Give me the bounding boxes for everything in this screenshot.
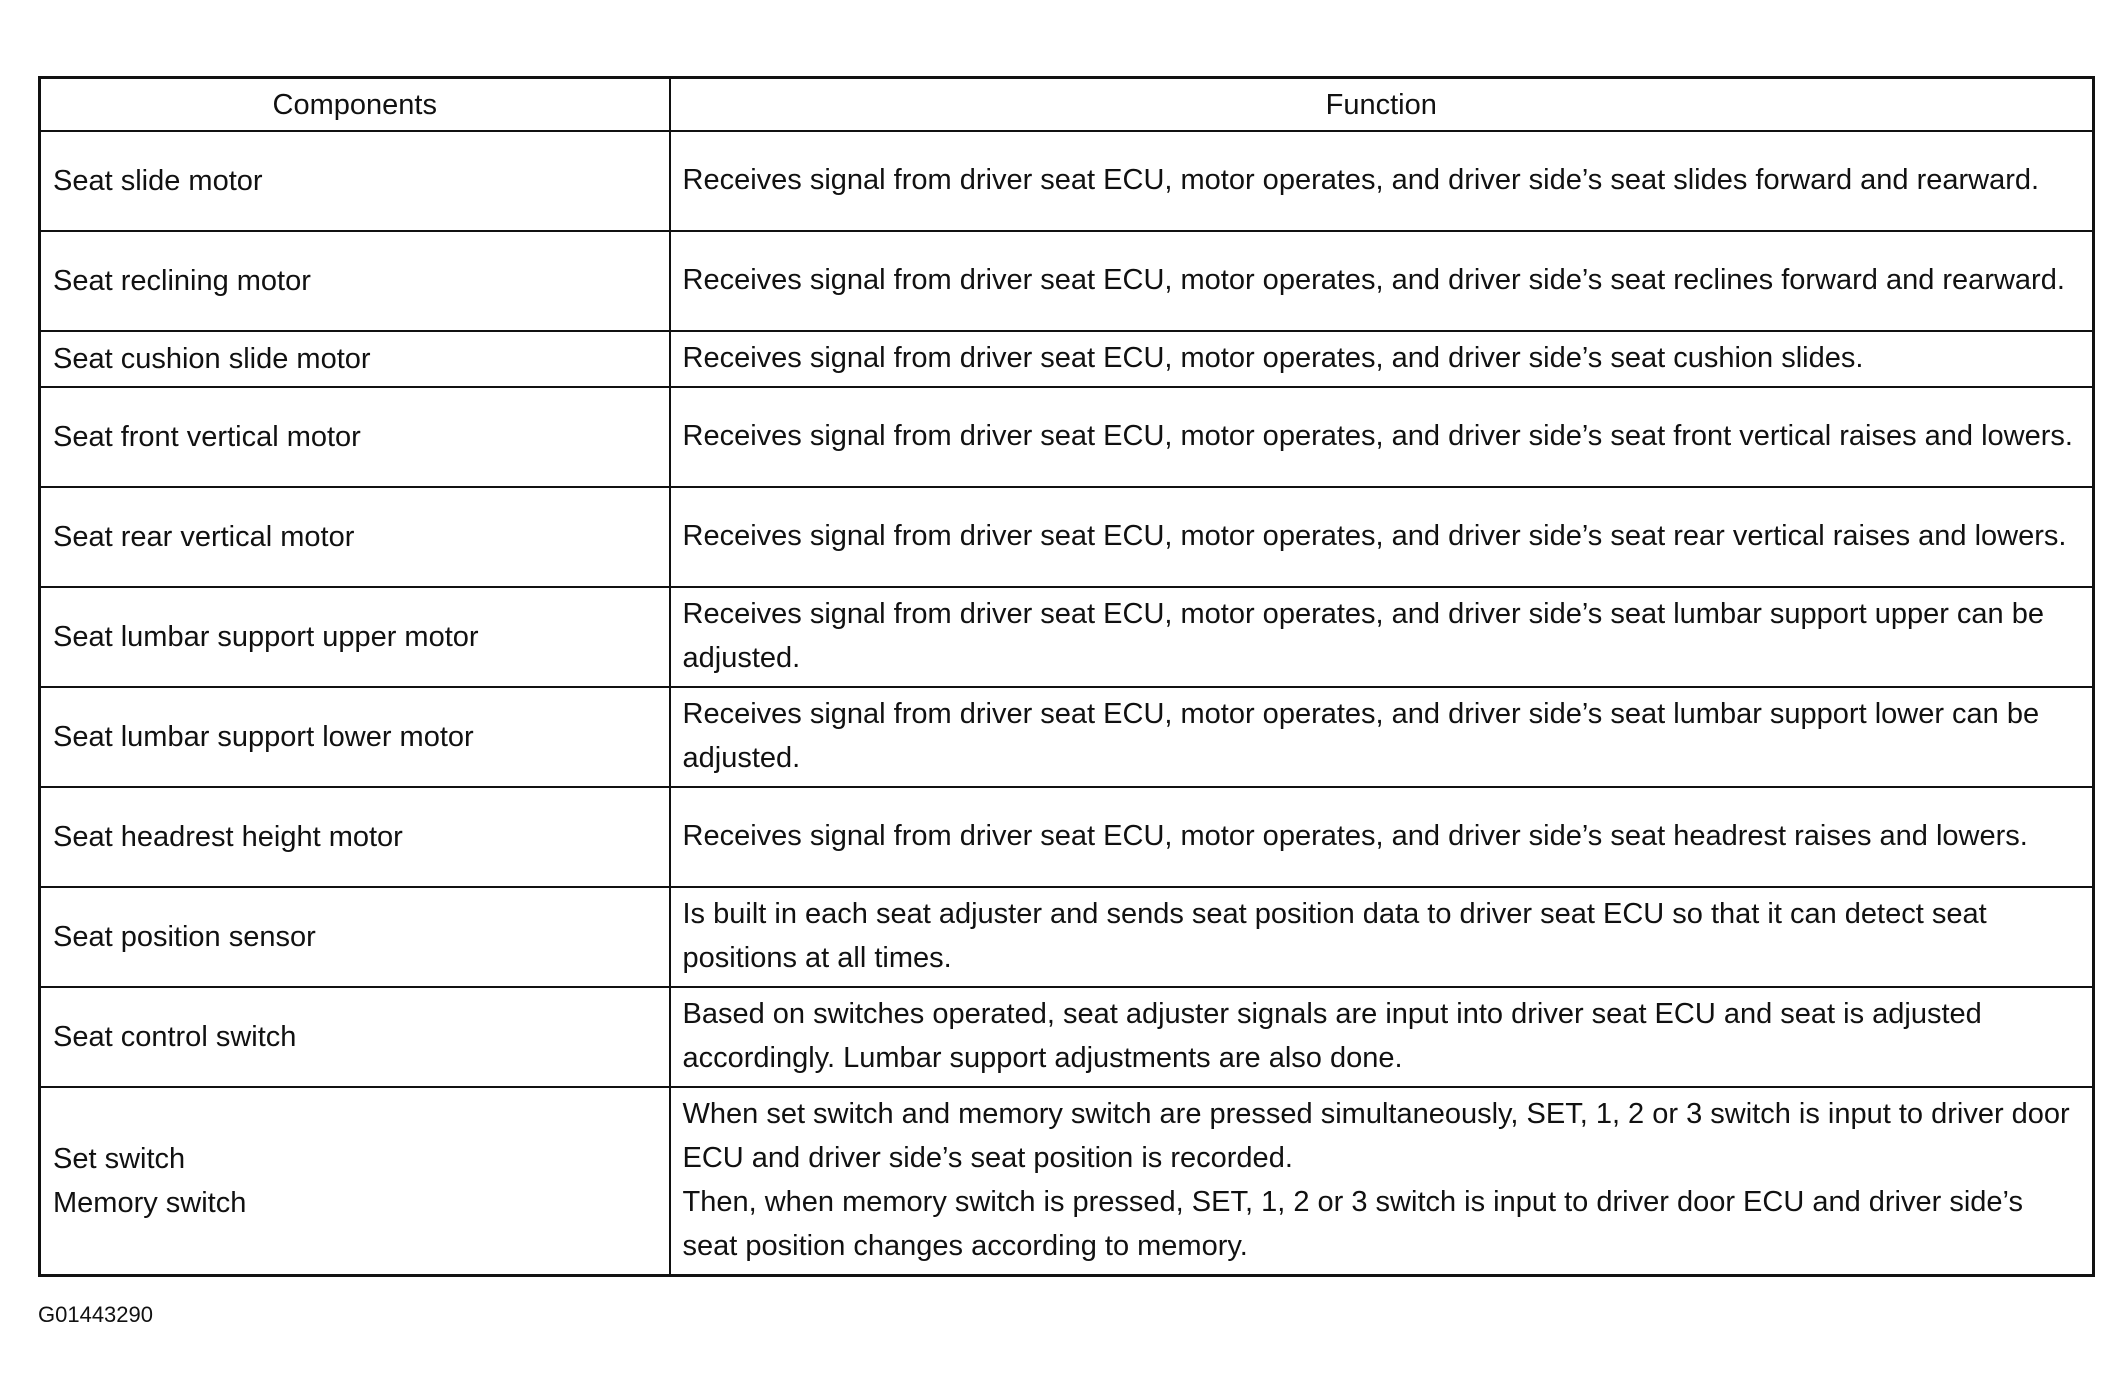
table-row bbox=[40, 987, 2094, 1087]
table-row bbox=[40, 887, 2094, 987]
function-cell: Receives signal from driver seat ECU, motor operates, and driver side’s seat lumbar support lower can be adjusted. bbox=[670, 687, 2094, 787]
table-row bbox=[40, 1087, 2094, 1276]
function-cell: Based on switches operated, seat adjuster signals are input into driver seat ECU and seat is adjusted accordingly. Lumbar support adjustments are also done. bbox=[670, 987, 2094, 1087]
table-row bbox=[40, 231, 2094, 331]
table-row bbox=[40, 487, 2094, 587]
component-cell: Seat control switch bbox=[40, 987, 670, 1087]
component-cell bbox=[40, 1087, 670, 1276]
table-row bbox=[40, 587, 2094, 687]
function-cell: Receives signal from driver seat ECU, motor operates, and driver side’s seat lumbar support upper can be adjusted. bbox=[670, 587, 2094, 687]
component-cell: Seat cushion slide motor bbox=[40, 331, 670, 387]
function-line: When set switch and memory switch are pressed simultaneously, SET, 1, 2 or 3 switch is input to driver door ECU and driver side’s seat position is recorded. bbox=[682, 1098, 2070, 1174]
function-cell bbox=[670, 1087, 2094, 1276]
component-cell: Seat reclining motor bbox=[40, 231, 670, 331]
component-cell: Seat front vertical motor bbox=[40, 387, 670, 487]
figure-id: G01443290 bbox=[38, 1302, 153, 1327]
component-cell: Seat rear vertical motor bbox=[40, 487, 670, 587]
component-cell: Seat lumbar support lower motor bbox=[40, 687, 670, 787]
table-header-row bbox=[40, 78, 2094, 132]
component-line-memory-switch: Memory switch bbox=[53, 1187, 247, 1219]
component-cell: Seat slide motor bbox=[40, 131, 670, 231]
table-row bbox=[40, 387, 2094, 487]
table-row bbox=[40, 687, 2094, 787]
function-line: Then, when memory switch is pressed, SET, 1, 2 or 3 switch is input to driver door ECU and driver side’s seat position changes according to memory. bbox=[682, 1186, 2023, 1262]
table-row bbox=[40, 787, 2094, 887]
component-cell: Seat lumbar support upper motor bbox=[40, 587, 670, 687]
function-cell: Is built in each seat adjuster and sends seat position data to driver seat ECU so that it can detect seat positions at all times. bbox=[670, 887, 2094, 987]
function-cell: Receives signal from driver seat ECU, motor operates, and driver side’s seat slides forward and rearward. bbox=[670, 131, 2094, 231]
function-cell: Receives signal from driver seat ECU, motor operates, and driver side’s seat headrest raises and lowers. bbox=[670, 787, 2094, 887]
function-cell: Receives signal from driver seat ECU, motor operates, and driver side’s seat cushion slides. bbox=[670, 331, 2094, 387]
header-components: Components bbox=[40, 78, 670, 132]
table-row bbox=[40, 331, 2094, 387]
table-row bbox=[40, 131, 2094, 231]
component-cell: Seat position sensor bbox=[40, 887, 670, 987]
component-cell: Seat headrest height motor bbox=[40, 787, 670, 887]
header-function: Function bbox=[670, 78, 2094, 132]
component-line-set-switch: Set switch bbox=[53, 1143, 186, 1175]
function-cell: Receives signal from driver seat ECU, motor operates, and driver side’s seat reclines forward and rearward. bbox=[670, 231, 2094, 331]
function-cell: Receives signal from driver seat ECU, motor operates, and driver side’s seat rear vertical raises and lowers. bbox=[670, 487, 2094, 587]
components-function-table bbox=[38, 76, 2095, 1277]
function-cell: Receives signal from driver seat ECU, motor operates, and driver side’s seat front vertical raises and lowers. bbox=[670, 387, 2094, 487]
